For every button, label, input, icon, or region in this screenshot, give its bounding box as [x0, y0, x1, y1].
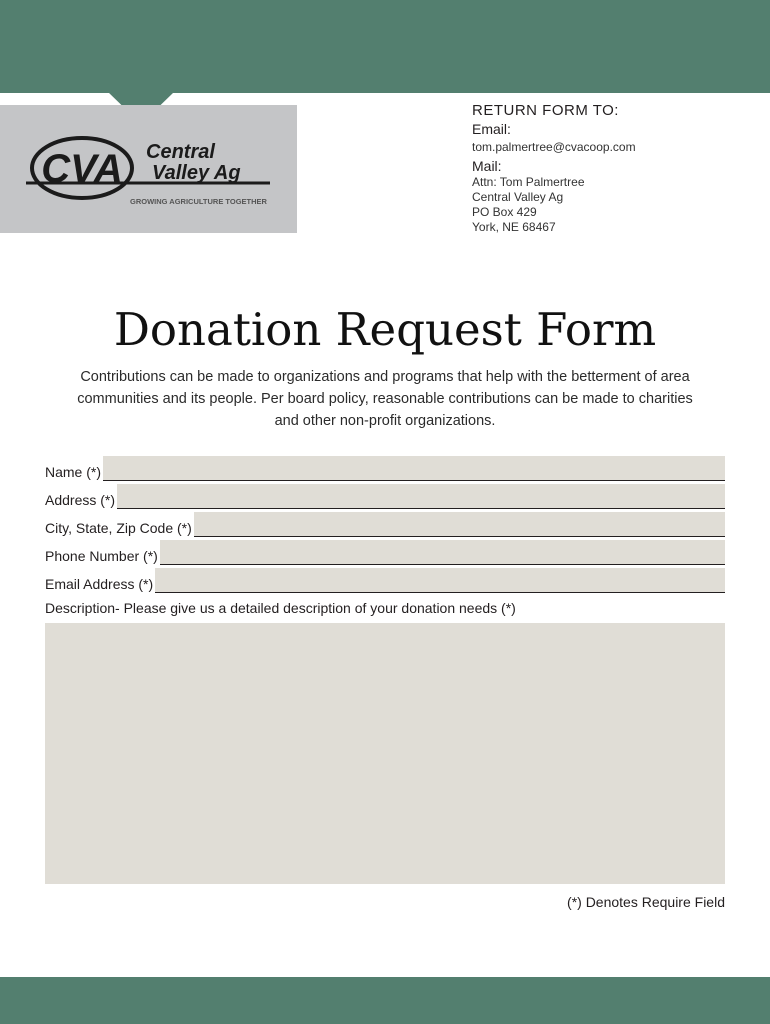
intro-line: and other non-profit organizations.: [274, 413, 496, 429]
page-title: Donation Request Form: [113, 303, 657, 356]
email-field-label: Email Address (*): [45, 576, 154, 592]
address-row: [45, 483, 725, 509]
logo-initials: CVA: [41, 147, 123, 191]
phone-field[interactable]: [160, 540, 725, 565]
address-field[interactable]: [117, 484, 725, 509]
intro-line: Contributions can be made to organizations and programs that help with the betterment of area: [80, 369, 690, 385]
return-email[interactable]: tom.palmertree@cvacoop.com: [472, 140, 636, 154]
description-label: Description- Please give us a detailed description of your donation needs (*): [45, 600, 516, 616]
return-heading: RETURN FORM TO:: [472, 102, 619, 119]
logo-name-line2: Valley Ag: [152, 162, 241, 184]
phone-row: [45, 539, 725, 565]
required-footnote: (*) Denotes Require Field: [567, 894, 725, 910]
name-field[interactable]: [103, 456, 725, 481]
intro-line: communities and its people. Per board policy, reasonable contributions can be made to charities: [77, 391, 693, 407]
email-label: Email:: [472, 121, 511, 137]
address-line: Central Valley Ag: [472, 190, 564, 204]
logo-tagline: GROWING AGRICULTURE TOGETHER: [130, 197, 267, 206]
city-state-zip-field[interactable]: [194, 512, 725, 537]
city-state-zip-row: [45, 511, 725, 537]
name-row: [45, 455, 725, 481]
name-label: Name (*): [45, 464, 102, 480]
phone-label: Phone Number (*): [45, 548, 158, 564]
mail-label: Mail:: [472, 158, 502, 174]
cva-logo-graphic: [0, 105, 297, 233]
address-line: Attn: Tom Palmertree: [472, 175, 585, 189]
address-line: PO Box 429: [472, 205, 537, 219]
city-state-zip-label: City, State, Zip Code (*): [45, 520, 192, 536]
address-label: Address (*): [45, 492, 116, 508]
footer-band: [0, 977, 770, 1024]
return-info: [472, 101, 752, 235]
logo-name-line1: Central: [146, 141, 215, 163]
company-logo: [0, 105, 297, 233]
description-textarea[interactable]: [45, 623, 725, 884]
address-line: York, NE 68467: [472, 220, 556, 234]
email-field[interactable]: [155, 568, 725, 593]
header-band: [0, 0, 770, 93]
intro-text: [50, 366, 720, 432]
email-row: [45, 567, 725, 593]
